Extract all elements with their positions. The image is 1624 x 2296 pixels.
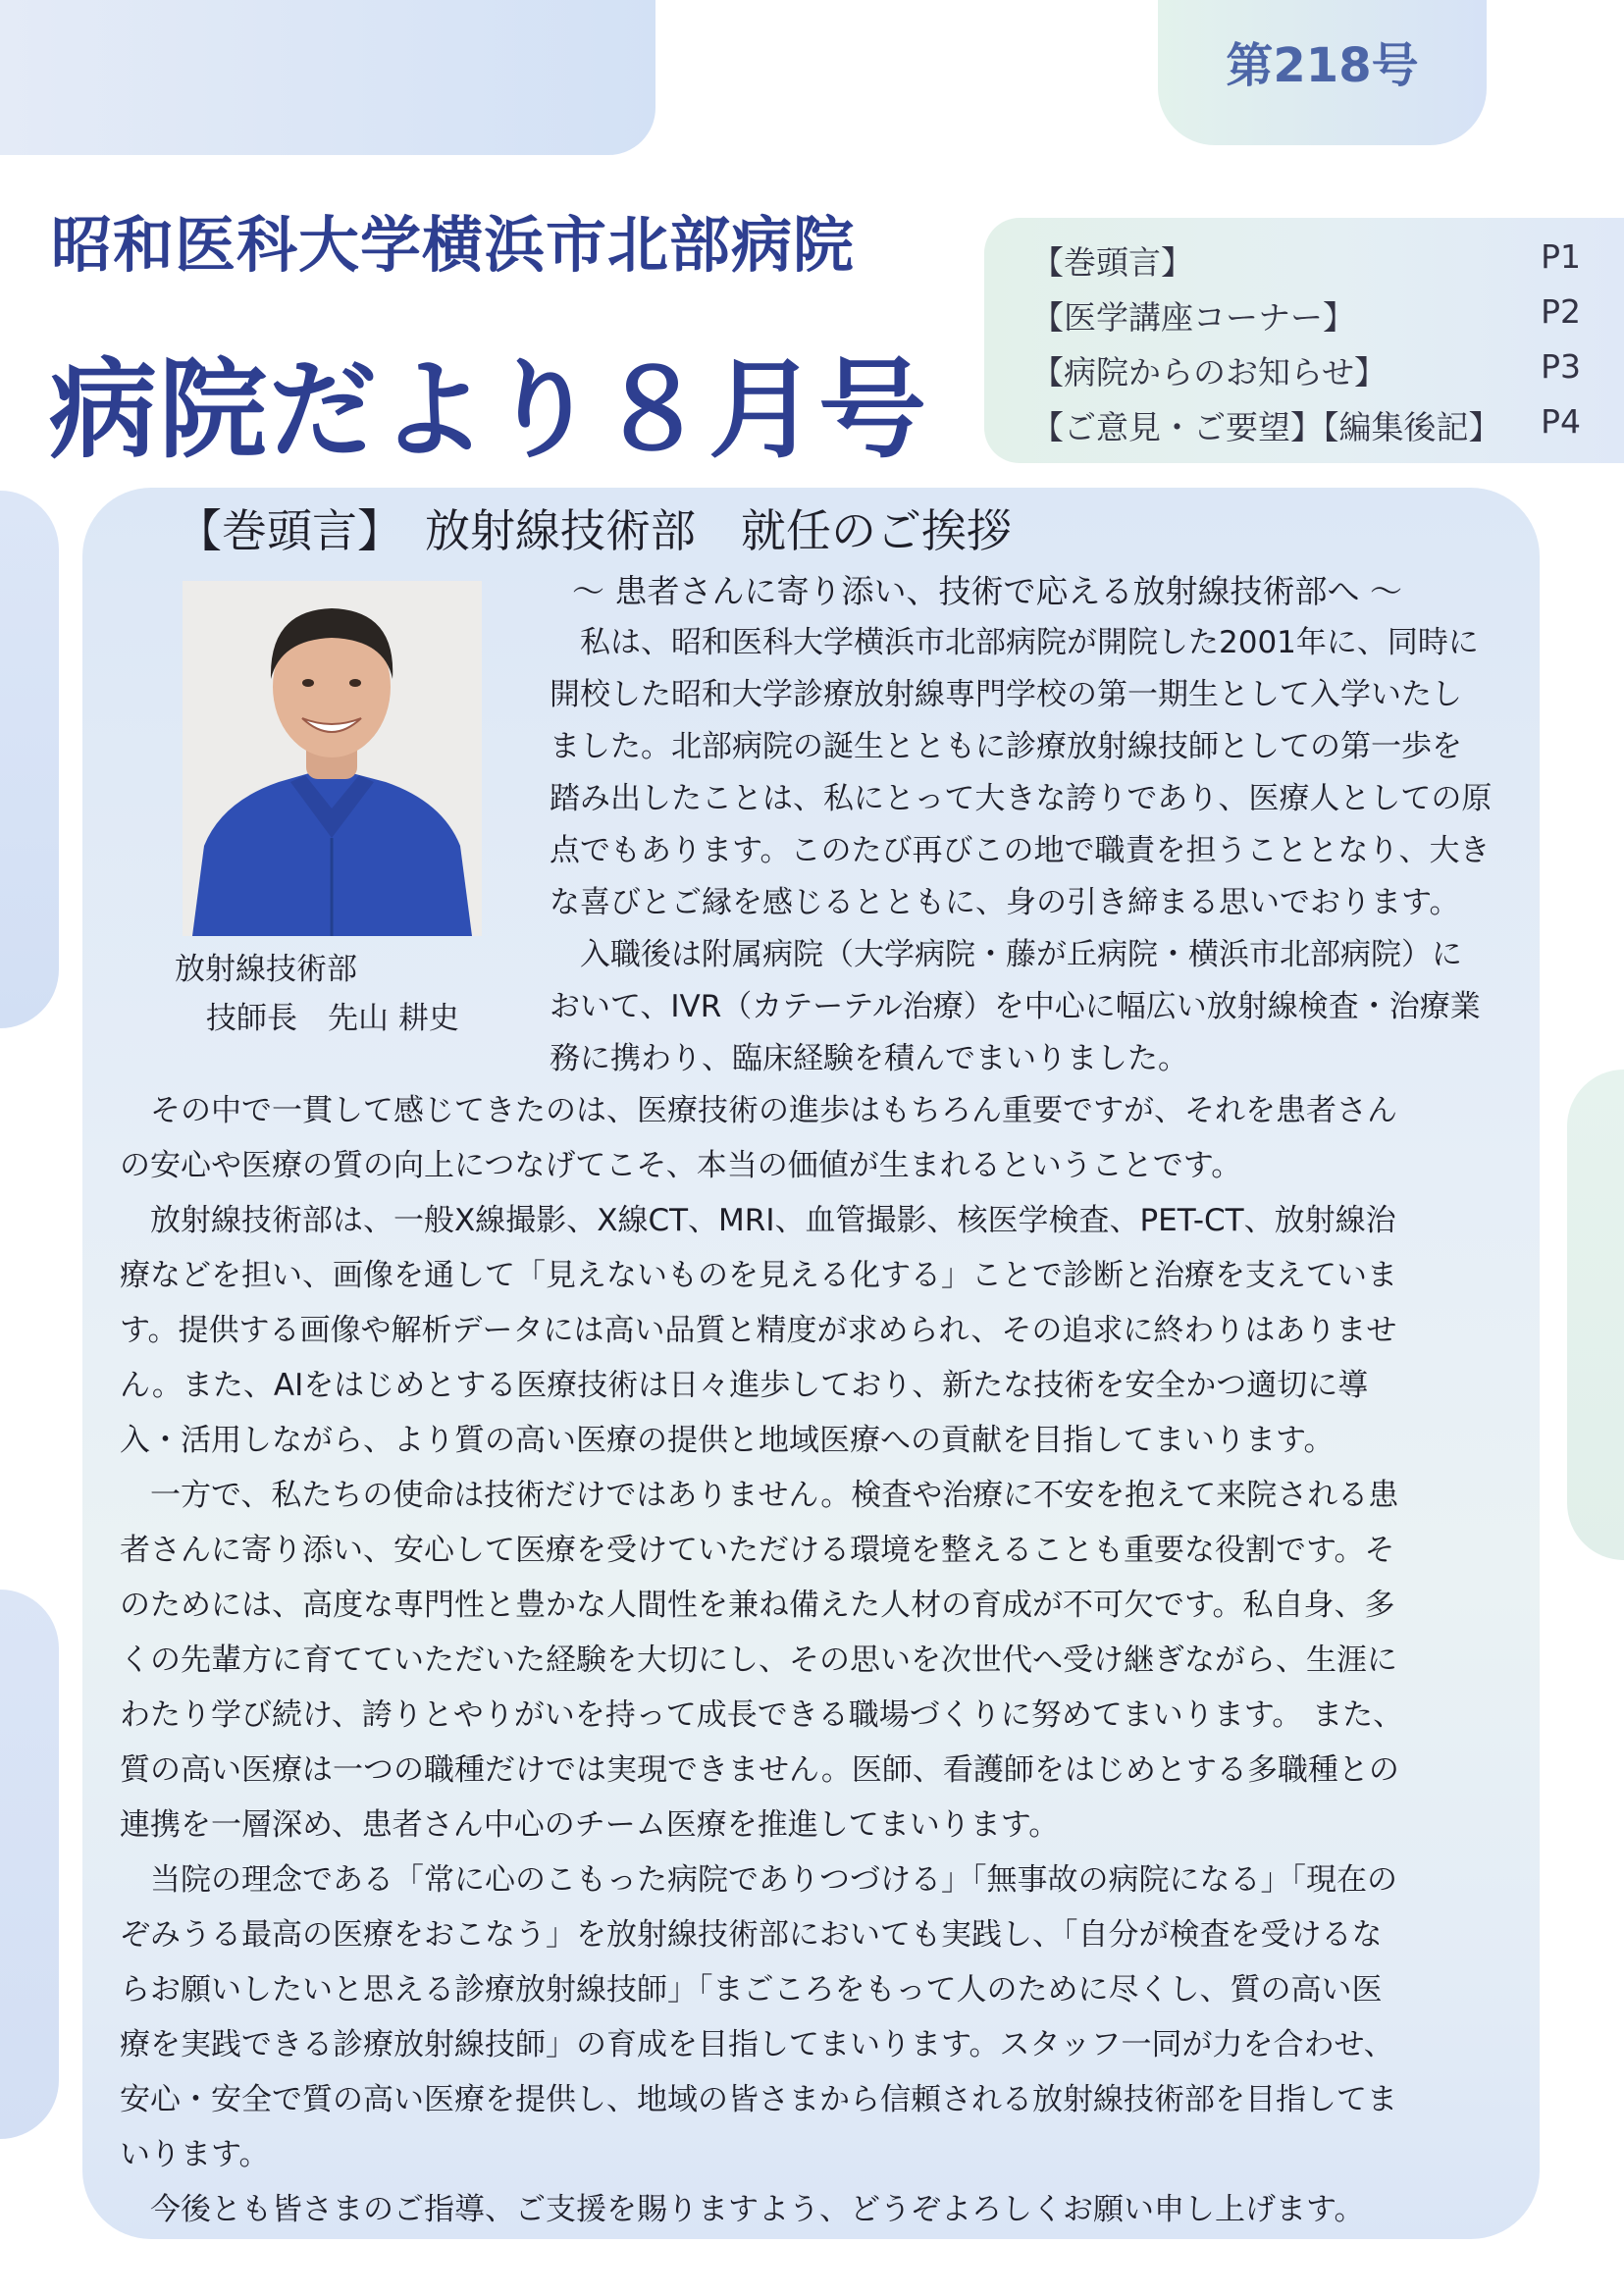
body-line: 入職後は附属病院（大学病院・藤が丘病院・横浜市北部病院）に <box>550 937 1462 972</box>
body-line: す。提供する画像や解析データには高い品質と精度が求められ、その追求に終わりはありませ <box>120 1313 1397 1348</box>
article-subtitle: ～ 患者さんに寄り添い、技術で応える放射線技術部へ ～ <box>572 572 1402 610</box>
side-decoration-right <box>1567 1070 1624 1560</box>
body-line: 踏み出したことは、私にとって大きな誇りであり、医療人としての原 <box>550 781 1493 816</box>
body-line: 点でもあります。このたび再びこの地で職責を担うこととなり、大き <box>550 833 1491 868</box>
body-line: 開校した昭和大学診療放射線専門学校の第一期生として入学いたし <box>550 677 1462 712</box>
body-line: の安心や医療の質の向上につなげてこそ、本当の価値が生まれるということです。 <box>120 1148 1242 1183</box>
body-line: くの先輩方に育てていただいた経験を大切にし、その思いを次世代へ受け継ぎながら、生涯に <box>120 1643 1397 1678</box>
toc-item-page: P4 <box>1541 402 1581 441</box>
body-line: 療を実践できる診療放射線技師」の育成を目指してまいります。スタッフ一同が力を合わせ、 <box>120 2027 1394 2062</box>
toc-item-page: P2 <box>1541 292 1581 331</box>
body-line: 放射線技術部は、一般X線撮影、X線CT、MRI、血管撮影、核医学検査、PET-CT、放射線治 <box>120 1203 1396 1238</box>
newsletter-title: 病院だより８月号 <box>49 347 928 473</box>
toc-item[interactable] <box>1031 292 1581 347</box>
body-line: ぞみうる最高の医療をおこなう」を放射線技術部においても実践し、「自分が検査を受けるな <box>120 1917 1383 1953</box>
toc-item[interactable] <box>1031 237 1581 292</box>
toc-item-page: P1 <box>1541 237 1581 276</box>
body-line: 療などを担い、画像を通して「見えないものを見える化する」ことで診断と治療を支えていま <box>120 1258 1397 1293</box>
body-line: 務に携わり、臨床経験を積んでまいりました。 <box>550 1041 1188 1076</box>
table-of-contents <box>984 218 1624 463</box>
body-line: 者さんに寄り添い、安心して医療を受けていただける環境を整えることも重要な役割です。そ <box>120 1533 1395 1568</box>
hospital-name: 昭和医科大学横浜市北部病院 <box>51 209 856 281</box>
issue-number: 第218号 <box>1226 38 1419 93</box>
body-line: 連携を一層深め、患者さん中心のチーム医療を推進してまいります。 <box>120 1807 1060 1843</box>
toc-item-label: 【医学講座コーナー】 <box>1031 298 1355 337</box>
body-line: いります。 <box>120 2137 270 2172</box>
body-line: おいて、IVR（カテーテル治療）を中心に幅広い放射線検査・治療業 <box>550 989 1481 1024</box>
side-decoration-left-1 <box>0 491 59 1028</box>
body-line: らお願いしたいと思える診療放射線技師」「まごころをもって人のために尽くし、質の高い医 <box>120 1972 1383 2008</box>
toc-item-label: 【ご意見・ご要望】【編集後記】 <box>1031 408 1501 446</box>
body-line: 入・活用しながら、より質の高い医療の提供と地域医療への貢献を目指してまいります。 <box>120 1423 1335 1458</box>
body-line: のためには、高度な専門性と豊かな人間性を兼ね備えた人材の育成が不可欠です。私自身、多 <box>120 1588 1395 1623</box>
body-line: ました。北部病院の誕生とともに診療放射線技師としての第一歩を <box>550 729 1462 764</box>
toc-item[interactable] <box>1031 347 1581 402</box>
body-line: 安心・安全で質の高い医療を提供し、地域の皆さまから信頼される放射線技術部を目指してま <box>120 2082 1397 2117</box>
body-line: 一方で、私たちの使命は技術だけではありません。検査や治療に不安を抱えて来院される患 <box>120 1478 1399 1513</box>
body-line: 質の高い医療は一つの職種だけでは実現できません。医師、看護師をはじめとする多職種との <box>120 1752 1399 1788</box>
side-decoration-left-2 <box>0 1590 59 2139</box>
toc-item-page: P3 <box>1541 347 1581 386</box>
toc-item-label: 【巻頭言】 <box>1031 243 1193 282</box>
body-line: な喜びとご縁を感じるとともに、身の引き締まる思いでおります。 <box>550 885 1460 920</box>
toc-item[interactable] <box>1031 402 1581 457</box>
article-heading: 【巻頭言】 放射線技術部 就任のご挨拶 <box>177 504 1012 557</box>
body-line: ん。また、AIをはじめとする医療技術は日々進歩しており、新たな技術を安全かつ適切に導 <box>120 1368 1369 1403</box>
header-decoration-left <box>0 0 655 155</box>
body-line: その中で一貫して感じてきたのは、医療技術の進歩はもちろん重要ですが、それを患者さん <box>120 1093 1397 1128</box>
body-line: 私は、昭和医科大学横浜市北部病院が開院した2001年に、同時に <box>550 625 1479 660</box>
body-line: 当院の理念である「常に心のこもった病院でありつづける」「無事故の病院になる」「現在の <box>120 1862 1397 1898</box>
toc-item-label: 【病院からのお知らせ】 <box>1031 353 1388 391</box>
author-photo <box>183 581 482 936</box>
author-photo-illustration <box>183 581 482 936</box>
author-title-name: 技師長 先山 耕史 <box>206 1001 459 1036</box>
body-line: 今後とも皆さまのご指導、ご支援を賜りますよう、どうぞよろしくお願い申し上げます。 <box>120 2192 1365 2227</box>
body-line: わたり学び続け、誇りとやりがいを持って成長できる職場づくりに努めてまいります。 また、 <box>120 1697 1404 1733</box>
author-department: 放射線技術部 <box>175 952 357 987</box>
